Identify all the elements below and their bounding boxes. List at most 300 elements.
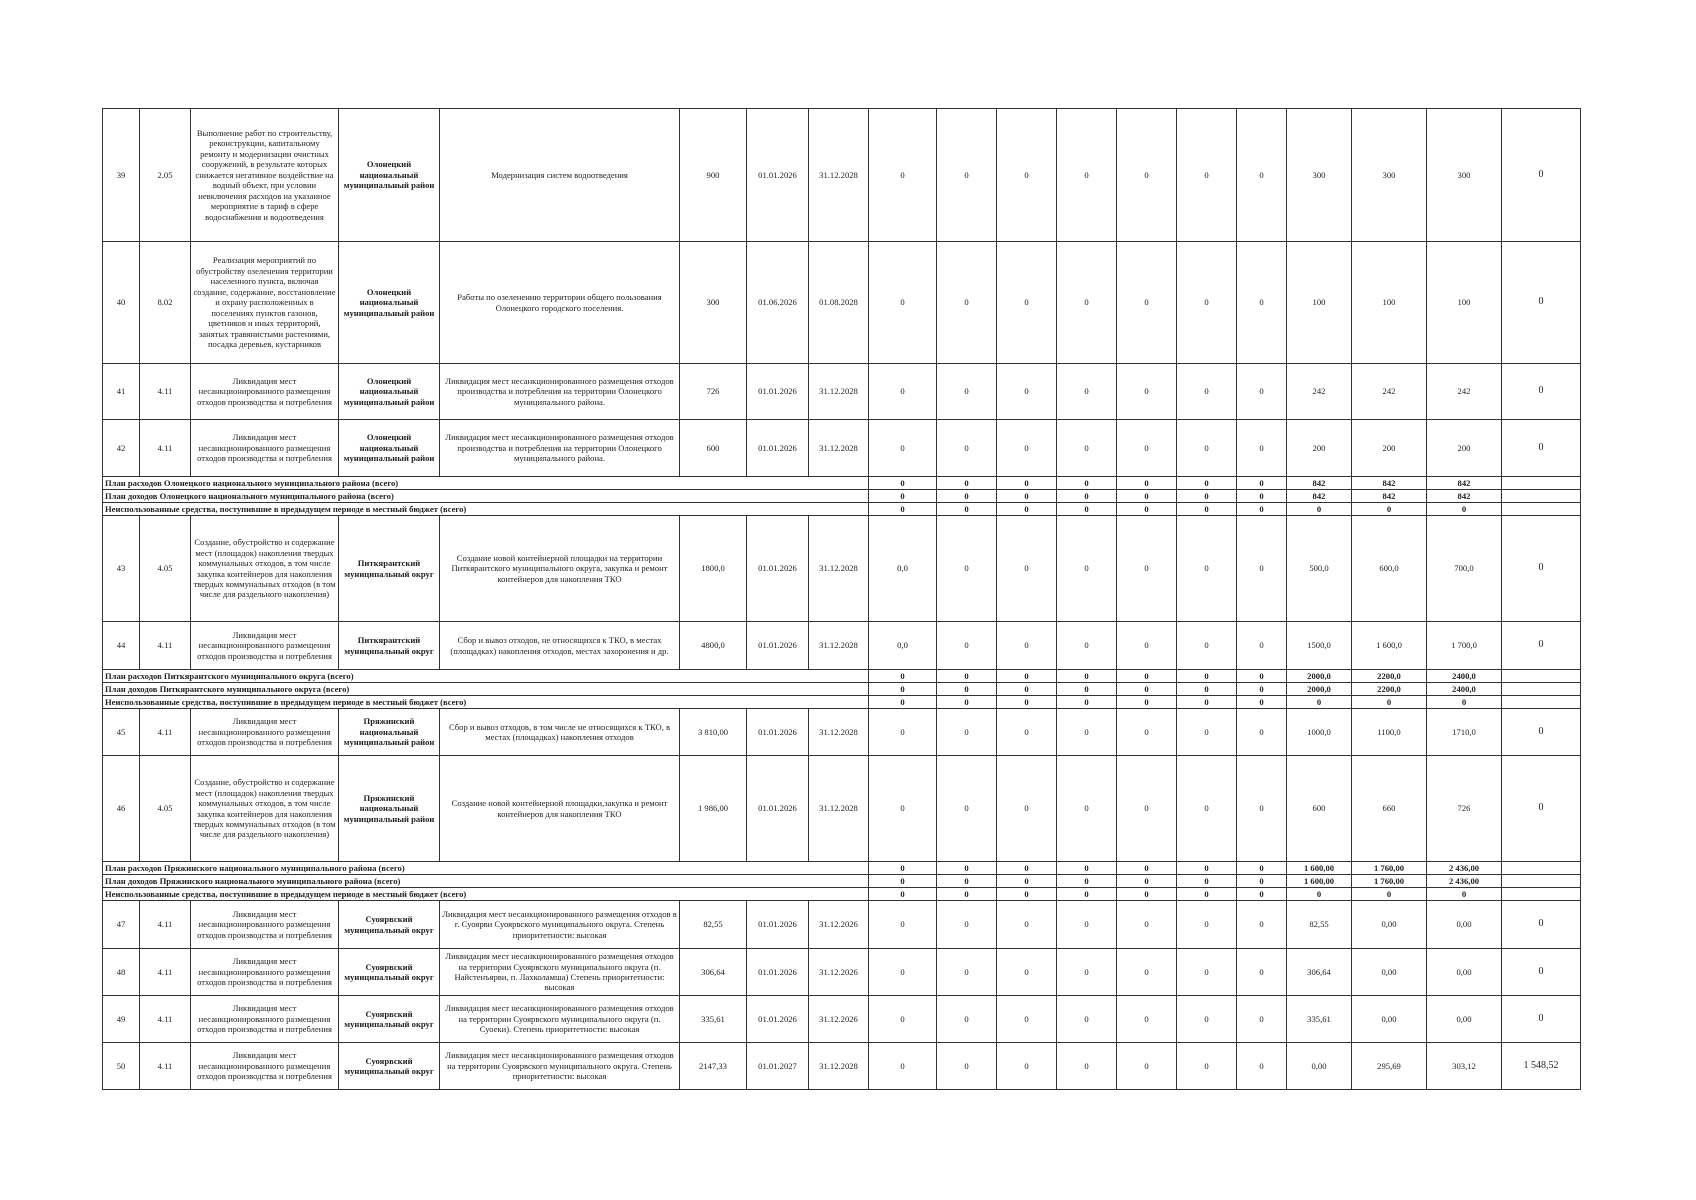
value-cell: 0 — [1237, 901, 1287, 949]
summary-value — [1502, 875, 1581, 888]
summary-value: 0 — [1427, 503, 1502, 516]
summary-value: 0 — [997, 683, 1057, 696]
value-cell: 0 — [869, 901, 937, 949]
measure-name: Ликвидация мест несанкционированного размещения отходов производства и потребления — [191, 709, 339, 756]
value-cell: 0 — [1237, 709, 1287, 756]
value-cell: 0 — [1177, 949, 1237, 996]
summary-value: 0 — [1057, 875, 1117, 888]
summary-value — [1502, 670, 1581, 683]
measure-name: Создание, обустройство и содержание мест (площадок) накопления твердых коммунальных отходов, в том числе закупка контейнеров для накопления твердых коммунальных отходов (в том числе для раздельного накопления) — [191, 516, 339, 622]
value-cell: 0 — [1057, 756, 1117, 862]
value-cell: 0 — [1117, 420, 1177, 477]
total-cost: 1 986,00 — [680, 756, 747, 862]
table-row — [103, 949, 1581, 996]
measure-description: Ликвидация мест несанкционированного размещения отходов на территории Суоярвского муниципального округа (п. Суоеки). Степень приоритетности: высокая — [440, 996, 680, 1043]
total-cost: 82,55 — [680, 901, 747, 949]
row-number: 39 — [103, 109, 140, 242]
start-date: 01.01.2026 — [747, 516, 809, 622]
value-cell: 242 — [1287, 364, 1352, 420]
table-row — [103, 516, 1581, 622]
value-cell: 700,0 — [1427, 516, 1502, 622]
start-date: 01.01.2026 — [747, 420, 809, 477]
summary-row — [103, 490, 1581, 503]
measure-code: 4.11 — [140, 996, 191, 1043]
start-date: 01.01.2026 — [747, 949, 809, 996]
value-cell: 0 — [997, 901, 1057, 949]
summary-value: 0 — [1287, 696, 1352, 709]
measure-description: Сбор и вывоз отходов, в том числе не относящихся к ТКО, в местах (площадках) накопления отходов — [440, 709, 680, 756]
value-cell: 0 — [1177, 709, 1237, 756]
value-cell: 0 — [997, 1043, 1057, 1090]
municipality: Питкярантский муниципальный округ — [339, 516, 440, 622]
measure-name: Ликвидация мест несанкционированного размещения отходов производства и потребления — [191, 949, 339, 996]
value-cell: 303,12 — [1427, 1043, 1502, 1090]
summary-value: 0 — [1177, 477, 1237, 490]
summary-value: 842 — [1427, 477, 1502, 490]
municipality: Питкярантский муниципальный округ — [339, 622, 440, 670]
value-cell: 600,0 — [1352, 516, 1427, 622]
summary-value: 0 — [1057, 862, 1117, 875]
value-cell: 0 — [1057, 996, 1117, 1043]
summary-value: 0 — [1237, 862, 1287, 875]
summary-value: 0 — [869, 683, 937, 696]
measure-code: 4.11 — [140, 622, 191, 670]
summary-value: 842 — [1287, 477, 1352, 490]
municipality: Пряжинский национальный муниципальный район — [339, 756, 440, 862]
summary-value: 0 — [1427, 696, 1502, 709]
summary-value: 0 — [937, 875, 997, 888]
summary-value: 0 — [869, 862, 937, 875]
value-cell: 0 — [937, 242, 997, 364]
value-cell: 0,0 — [869, 516, 937, 622]
measure-name: Ликвидация мест несанкционированного размещения отходов производства и потребления — [191, 996, 339, 1043]
value-cell: 0 — [997, 364, 1057, 420]
value-cell: 0 — [937, 949, 997, 996]
table-row — [103, 420, 1581, 477]
summary-value: 0 — [869, 888, 937, 901]
summary-value: 842 — [1427, 490, 1502, 503]
value-cell: 0 — [1057, 516, 1117, 622]
value-cell: 0,00 — [1352, 996, 1427, 1043]
summary-value: 0 — [869, 670, 937, 683]
summary-value: 2000,0 — [1287, 683, 1352, 696]
value-cell: 0 — [1177, 109, 1237, 242]
row-number: 40 — [103, 242, 140, 364]
summary-value: 0 — [1057, 683, 1117, 696]
value-cell: 0 — [869, 996, 937, 1043]
value-cell: 0 — [1177, 1043, 1237, 1090]
value-cell: 0 — [1117, 242, 1177, 364]
value-cell: 0 — [1117, 622, 1177, 670]
summary-value: 0 — [1057, 477, 1117, 490]
summary-value: 842 — [1287, 490, 1352, 503]
value-cell: 335,61 — [1287, 996, 1352, 1043]
summary-value: 2 436,00 — [1427, 862, 1502, 875]
value-cell: 0 — [1237, 516, 1287, 622]
total-cost: 2147,33 — [680, 1043, 747, 1090]
end-date: 31.12.2028 — [809, 516, 869, 622]
summary-value: 0 — [1237, 875, 1287, 888]
summary-value — [1502, 490, 1581, 503]
summary-label: План доходов Питкярантского муниципального округа (всего) — [103, 683, 869, 696]
summary-value: 0 — [1177, 696, 1237, 709]
value-cell: 0 — [997, 756, 1057, 862]
value-cell: 0 — [1237, 420, 1287, 477]
municipality: Пряжинский национальный муниципальный район — [339, 709, 440, 756]
summary-value: 2400,0 — [1427, 683, 1502, 696]
value-cell: 0 — [1237, 364, 1287, 420]
summary-row — [103, 862, 1581, 875]
end-date: 31.12.2028 — [809, 709, 869, 756]
value-cell: 1000,0 — [1287, 709, 1352, 756]
value-cell: 100 — [1287, 242, 1352, 364]
budget-plan-table — [102, 108, 1581, 1090]
summary-value — [1502, 888, 1581, 901]
row-number: 42 — [103, 420, 140, 477]
summary-value: 0 — [1237, 696, 1287, 709]
value-cell: 0 — [1502, 242, 1581, 364]
value-cell: 500,0 — [1287, 516, 1352, 622]
value-cell: 0 — [1117, 516, 1177, 622]
value-cell: 0 — [1057, 709, 1117, 756]
value-cell: 0 — [997, 109, 1057, 242]
measure-name: Реализация мероприятий по обустройству озеленения территории населенного пункта, включая создание, содержание, восстановление и охрану расположенных в поселениях пунктов газонов, цветников и иных территорий, занятых травянистыми растениями, посадка деревьев, кустарников — [191, 242, 339, 364]
value-cell: 0 — [937, 516, 997, 622]
value-cell: 0 — [1117, 364, 1177, 420]
measure-description: Сбор и вывоз отходов, не относящихся к ТКО, в местах (площадках) накопления отходов, местах захоронения и др. — [440, 622, 680, 670]
value-cell: 242 — [1427, 364, 1502, 420]
table-row — [103, 242, 1581, 364]
summary-value: 0 — [937, 888, 997, 901]
value-cell: 0 — [1057, 622, 1117, 670]
value-cell: 0,00 — [1352, 901, 1427, 949]
summary-value: 0 — [1057, 696, 1117, 709]
start-date: 01.01.2026 — [747, 622, 809, 670]
value-cell: 0,00 — [1427, 901, 1502, 949]
summary-label: План расходов Олонецкого национального муниципального района (всего) — [103, 477, 869, 490]
summary-value: 0 — [1287, 503, 1352, 516]
measure-code: 4.11 — [140, 709, 191, 756]
value-cell: 0 — [1502, 364, 1581, 420]
summary-value: 0 — [937, 477, 997, 490]
summary-value: 0 — [1117, 862, 1177, 875]
value-cell: 1 700,0 — [1427, 622, 1502, 670]
summary-value — [1502, 862, 1581, 875]
summary-value — [1502, 477, 1581, 490]
summary-value: 0 — [1352, 503, 1427, 516]
value-cell: 0 — [1057, 109, 1117, 242]
table-row — [103, 364, 1581, 420]
value-cell: 0 — [1177, 516, 1237, 622]
value-cell: 0 — [1177, 242, 1237, 364]
summary-value: 0 — [1352, 696, 1427, 709]
value-cell: 0 — [1177, 420, 1237, 477]
value-cell: 726 — [1427, 756, 1502, 862]
measure-code: 4.11 — [140, 1043, 191, 1090]
summary-value: 0 — [997, 670, 1057, 683]
summary-value: 0 — [1352, 888, 1427, 901]
value-cell: 295,69 — [1352, 1043, 1427, 1090]
row-number: 43 — [103, 516, 140, 622]
value-cell: 0 — [997, 622, 1057, 670]
value-cell: 100 — [1352, 242, 1427, 364]
total-cost: 900 — [680, 109, 747, 242]
value-cell: 0 — [997, 996, 1057, 1043]
value-cell: 0 — [1177, 364, 1237, 420]
summary-label: Неиспользованные средства, поступившие в предыдущем периоде в местный бюджет (всего) — [103, 888, 869, 901]
total-cost: 306,64 — [680, 949, 747, 996]
summary-row — [103, 503, 1581, 516]
total-cost: 4800,0 — [680, 622, 747, 670]
table-row — [103, 109, 1581, 242]
row-number: 45 — [103, 709, 140, 756]
value-cell: 300 — [1287, 109, 1352, 242]
value-cell: 0 — [1057, 1043, 1117, 1090]
row-number: 44 — [103, 622, 140, 670]
summary-value: 0 — [937, 503, 997, 516]
end-date: 31.12.2028 — [809, 756, 869, 862]
measure-description: Работы по озеленению территории общего пользования Олонецкого городского поселения. — [440, 242, 680, 364]
measure-description: Ликвидация мест несанкционированного размещения отходов на территории Суоярвского муниципального округа. Степень приоритетности: высокая — [440, 1043, 680, 1090]
value-cell: 0,00 — [1427, 996, 1502, 1043]
start-date: 01.01.2026 — [747, 364, 809, 420]
value-cell: 0 — [1057, 949, 1117, 996]
municipality: Олонецкий национальный муниципальный район — [339, 109, 440, 242]
value-cell: 0 — [869, 949, 937, 996]
summary-value: 0 — [1287, 888, 1352, 901]
value-cell: 0 — [997, 949, 1057, 996]
summary-value: 0 — [1177, 862, 1237, 875]
value-cell: 0 — [937, 420, 997, 477]
row-number: 50 — [103, 1043, 140, 1090]
value-cell: 0,00 — [1287, 1043, 1352, 1090]
municipality: Суоярвский муниципальный округ — [339, 996, 440, 1043]
row-number: 41 — [103, 364, 140, 420]
summary-value: 0 — [997, 875, 1057, 888]
summary-value: 0 — [937, 696, 997, 709]
start-date: 01.06.2026 — [747, 242, 809, 364]
measure-name: Ликвидация мест несанкционированного размещения отходов производства и потребления — [191, 901, 339, 949]
value-cell: 0 — [1117, 1043, 1177, 1090]
summary-value: 0 — [1117, 875, 1177, 888]
total-cost: 1800,0 — [680, 516, 747, 622]
start-date: 01.01.2026 — [747, 109, 809, 242]
value-cell: 0 — [1057, 242, 1117, 364]
start-date: 01.01.2026 — [747, 901, 809, 949]
value-cell: 0 — [869, 1043, 937, 1090]
summary-label: План доходов Олонецкого национального муниципального района (всего) — [103, 490, 869, 503]
municipality: Суоярвский муниципальный округ — [339, 949, 440, 996]
measure-name: Ликвидация мест несанкционированного размещения отходов производства и потребления — [191, 364, 339, 420]
table-row — [103, 709, 1581, 756]
summary-label: План расходов Пряжинского национального муниципального района (всего) — [103, 862, 869, 875]
summary-value: 2400,0 — [1427, 670, 1502, 683]
summary-value: 0 — [1177, 875, 1237, 888]
measure-name: Выполнение работ по строительству, реконструкции, капитальному ремонту и модернизации очистных сооружений, в результате которых снижается негативное воздействие на водный объект, при условии невключения расходов на указанное мероприятие в тариф в сфере водоснабжения и водоотведения — [191, 109, 339, 242]
summary-value: 0 — [997, 477, 1057, 490]
summary-row — [103, 888, 1581, 901]
summary-value: 0 — [1237, 503, 1287, 516]
summary-value: 0 — [1177, 683, 1237, 696]
value-cell: 0 — [1237, 622, 1287, 670]
value-cell: 0 — [997, 242, 1057, 364]
summary-value: 842 — [1352, 490, 1427, 503]
value-cell: 0 — [937, 109, 997, 242]
value-cell: 0 — [1177, 996, 1237, 1043]
total-cost: 3 810,00 — [680, 709, 747, 756]
total-cost: 726 — [680, 364, 747, 420]
summary-row — [103, 683, 1581, 696]
value-cell: 0 — [1117, 709, 1177, 756]
value-cell: 0 — [1237, 996, 1287, 1043]
measure-code: 4.11 — [140, 949, 191, 996]
value-cell: 0 — [1502, 949, 1581, 996]
value-cell: 0 — [869, 109, 937, 242]
total-cost: 335,61 — [680, 996, 747, 1043]
summary-value: 0 — [1237, 490, 1287, 503]
summary-value: 0 — [1427, 888, 1502, 901]
end-date: 31.12.2028 — [809, 420, 869, 477]
value-cell: 300 — [1352, 109, 1427, 242]
summary-value: 0 — [937, 670, 997, 683]
measure-code: 4.11 — [140, 364, 191, 420]
value-cell: 0 — [937, 364, 997, 420]
total-cost: 600 — [680, 420, 747, 477]
summary-value: 1 760,00 — [1352, 862, 1427, 875]
summary-value: 0 — [1057, 503, 1117, 516]
value-cell: 0 — [869, 420, 937, 477]
measure-description: Создание новой контейнерной площадки на территории Питкярантского муниципального округа, закупка и ремонт контейнеров для накопления ТКО — [440, 516, 680, 622]
value-cell: 0 — [937, 622, 997, 670]
end-date: 31.12.2028 — [809, 364, 869, 420]
end-date: 31.12.2026 — [809, 949, 869, 996]
value-cell: 0 — [937, 756, 997, 862]
value-cell: 0 — [1117, 949, 1177, 996]
value-cell: 0,00 — [1352, 949, 1427, 996]
municipality: Олонецкий национальный муниципальный район — [339, 420, 440, 477]
value-cell: 1100,0 — [1352, 709, 1427, 756]
summary-label: Неиспользованные средства, поступившие в предыдущем периоде в местный бюджет (всего) — [103, 503, 869, 516]
value-cell: 0 — [1117, 996, 1177, 1043]
value-cell: 0 — [1502, 109, 1581, 242]
measure-description: Ликвидация мест несанкционированного размещения отходов на территории Суоярвского муниципального округа (п. Найстенъярви, п. Лахколамша) Степень приоритетности: высокая — [440, 949, 680, 996]
measure-code: 4.11 — [140, 901, 191, 949]
value-cell: 0 — [869, 364, 937, 420]
summary-value: 0 — [937, 490, 997, 503]
summary-value: 0 — [997, 490, 1057, 503]
end-date: 31.12.2026 — [809, 901, 869, 949]
value-cell: 0 — [1177, 756, 1237, 862]
summary-value: 0 — [1117, 490, 1177, 503]
value-cell: 0 — [1502, 996, 1581, 1043]
value-cell: 0 — [1057, 364, 1117, 420]
start-date: 01.01.2026 — [747, 709, 809, 756]
value-cell: 0 — [997, 516, 1057, 622]
value-cell: 0 — [1237, 949, 1287, 996]
summary-value: 0 — [1177, 490, 1237, 503]
summary-value — [1502, 503, 1581, 516]
value-cell: 0 — [997, 420, 1057, 477]
summary-label: Неиспользованные средства, поступившие в предыдущем периоде в местный бюджет (всего) — [103, 696, 869, 709]
summary-value: 0 — [1237, 670, 1287, 683]
measure-code: 4.05 — [140, 516, 191, 622]
measure-code: 2.05 — [140, 109, 191, 242]
value-cell: 0 — [1502, 420, 1581, 477]
value-cell: 600 — [1287, 756, 1352, 862]
summary-value: 2200,0 — [1352, 670, 1427, 683]
start-date: 01.01.2026 — [747, 756, 809, 862]
summary-value: 0 — [1117, 477, 1177, 490]
value-cell: 0 — [1057, 420, 1117, 477]
summary-label: План доходов Пряжинского национального муниципального района (всего) — [103, 875, 869, 888]
summary-value: 0 — [869, 696, 937, 709]
municipality: Суоярвский муниципальный округ — [339, 1043, 440, 1090]
summary-value: 0 — [997, 888, 1057, 901]
total-cost: 300 — [680, 242, 747, 364]
value-cell: 0 — [937, 1043, 997, 1090]
summary-value: 2000,0 — [1287, 670, 1352, 683]
row-number: 46 — [103, 756, 140, 862]
measure-description: Ликвидация мест несанкционированного размещения отходов в г. Суоярви Суоярвского муниципального округа. Степень приоритетности: высокая — [440, 901, 680, 949]
value-cell: 0 — [1237, 242, 1287, 364]
value-cell: 200 — [1352, 420, 1427, 477]
summary-value: 0 — [1177, 670, 1237, 683]
measure-description: Модернизация систем водоотведения — [440, 109, 680, 242]
value-cell: 0 — [1502, 622, 1581, 670]
end-date: 31.12.2028 — [809, 1043, 869, 1090]
value-cell: 0,00 — [1427, 949, 1502, 996]
value-cell: 0 — [997, 709, 1057, 756]
value-cell: 200 — [1287, 420, 1352, 477]
value-cell: 0 — [1237, 1043, 1287, 1090]
table-row — [103, 996, 1581, 1043]
table-row — [103, 756, 1581, 862]
start-date: 01.01.2026 — [747, 996, 809, 1043]
row-number: 47 — [103, 901, 140, 949]
value-cell: 0 — [869, 709, 937, 756]
measure-description: Ликвидация мест несанкционированного размещения отходов производства и потребления на территории Олонецкого муниципального района. — [440, 364, 680, 420]
value-cell: 0 — [937, 901, 997, 949]
value-cell: 0 — [869, 756, 937, 862]
value-cell: 0 — [869, 242, 937, 364]
value-cell: 1710,0 — [1427, 709, 1502, 756]
summary-value — [1502, 696, 1581, 709]
summary-value: 0 — [869, 875, 937, 888]
table-row — [103, 1043, 1581, 1090]
value-cell: 1500,0 — [1287, 622, 1352, 670]
summary-value: 1 600,00 — [1287, 862, 1352, 875]
value-cell: 82,55 — [1287, 901, 1352, 949]
value-cell: 0 — [1237, 109, 1287, 242]
table-body — [103, 109, 1581, 1090]
value-cell: 660 — [1352, 756, 1427, 862]
measure-name: Ликвидация мест несанкционированного размещения отходов производства и потребления — [191, 420, 339, 477]
value-cell: 0 — [1502, 516, 1581, 622]
value-cell: 0 — [1177, 622, 1237, 670]
summary-value: 2200,0 — [1352, 683, 1427, 696]
end-date: 31.12.2028 — [809, 622, 869, 670]
value-cell: 0,0 — [869, 622, 937, 670]
summary-value: 0 — [1057, 888, 1117, 901]
summary-value: 0 — [869, 490, 937, 503]
summary-value: 0 — [1117, 503, 1177, 516]
value-cell: 1 548,52 — [1502, 1043, 1581, 1090]
summary-value: 0 — [1237, 888, 1287, 901]
value-cell: 0 — [1117, 756, 1177, 862]
summary-value: 0 — [1237, 683, 1287, 696]
end-date: 31.12.2028 — [809, 109, 869, 242]
row-number: 49 — [103, 996, 140, 1043]
